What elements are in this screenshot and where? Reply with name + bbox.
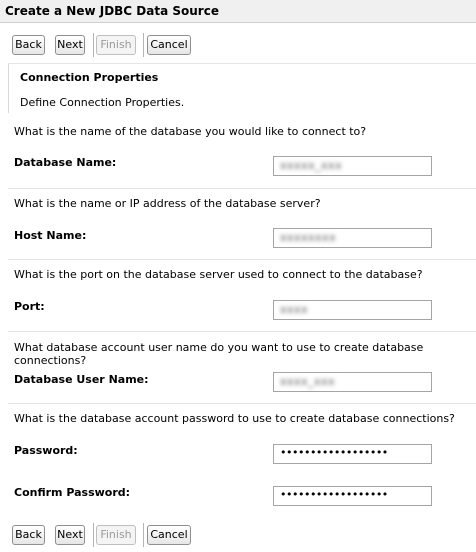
host-name-value: xxxxxxxx: [280, 231, 337, 244]
port-value: xxxx: [280, 303, 309, 316]
confirm-password-field[interactable]: [273, 486, 432, 506]
host-name-question: What is the name or IP address of the database server?: [14, 197, 321, 210]
confirm-password-label: Confirm Password:: [14, 486, 131, 499]
password-value: ••••••••••••••••••: [280, 446, 388, 459]
button-separator: [93, 33, 94, 57]
user-name-label: Database User Name:: [14, 373, 149, 386]
cancel-button[interactable]: Cancel: [147, 525, 191, 545]
port-field[interactable]: [273, 300, 432, 320]
port-question: What is the port on the database server used to connect to the database?: [14, 268, 423, 281]
database-name-label: Database Name:: [14, 156, 117, 169]
password-question: What is the database account password to use to create database connections?: [14, 412, 455, 425]
password-field[interactable]: [273, 444, 432, 464]
port-label: Port:: [14, 300, 45, 313]
user-name-question: What database account user name do you want to use to create database connections?: [14, 341, 424, 367]
divider: [8, 188, 476, 189]
back-button[interactable]: Back: [12, 525, 45, 545]
bottom-button-bar: [0, 525, 476, 549]
next-button[interactable]: Next: [55, 525, 85, 545]
finish-button[interactable]: Finish: [96, 35, 136, 55]
confirm-password-value: ••••••••••••••••••: [280, 488, 388, 501]
password-label: Password:: [14, 444, 78, 457]
host-name-label: Host Name:: [14, 229, 87, 242]
window-title: Create a New JDBC Data Source: [5, 4, 219, 18]
divider: [8, 331, 476, 332]
user-name-value: xxxx_xxx: [280, 375, 336, 388]
host-name-field[interactable]: [273, 228, 432, 248]
cancel-button[interactable]: Cancel: [147, 35, 191, 55]
finish-button[interactable]: Finish: [96, 525, 136, 545]
back-button[interactable]: Back: [12, 35, 45, 55]
next-button[interactable]: Next: [55, 35, 85, 55]
divider: [8, 259, 476, 260]
button-separator: [143, 523, 144, 547]
database-name-question: What is the name of the database you would like to connect to?: [14, 125, 367, 138]
button-separator: [143, 33, 144, 57]
database-name-field[interactable]: [273, 156, 432, 176]
top-button-bar: [0, 35, 476, 59]
button-separator: [93, 523, 94, 547]
section-title: Connection Properties: [20, 71, 159, 84]
database-name-value: xxxxx_xxx: [280, 159, 343, 172]
section-description: Define Connection Properties.: [20, 96, 185, 109]
user-name-field[interactable]: [273, 372, 432, 392]
window-title-bar: [0, 0, 476, 23]
divider: [8, 403, 476, 404]
